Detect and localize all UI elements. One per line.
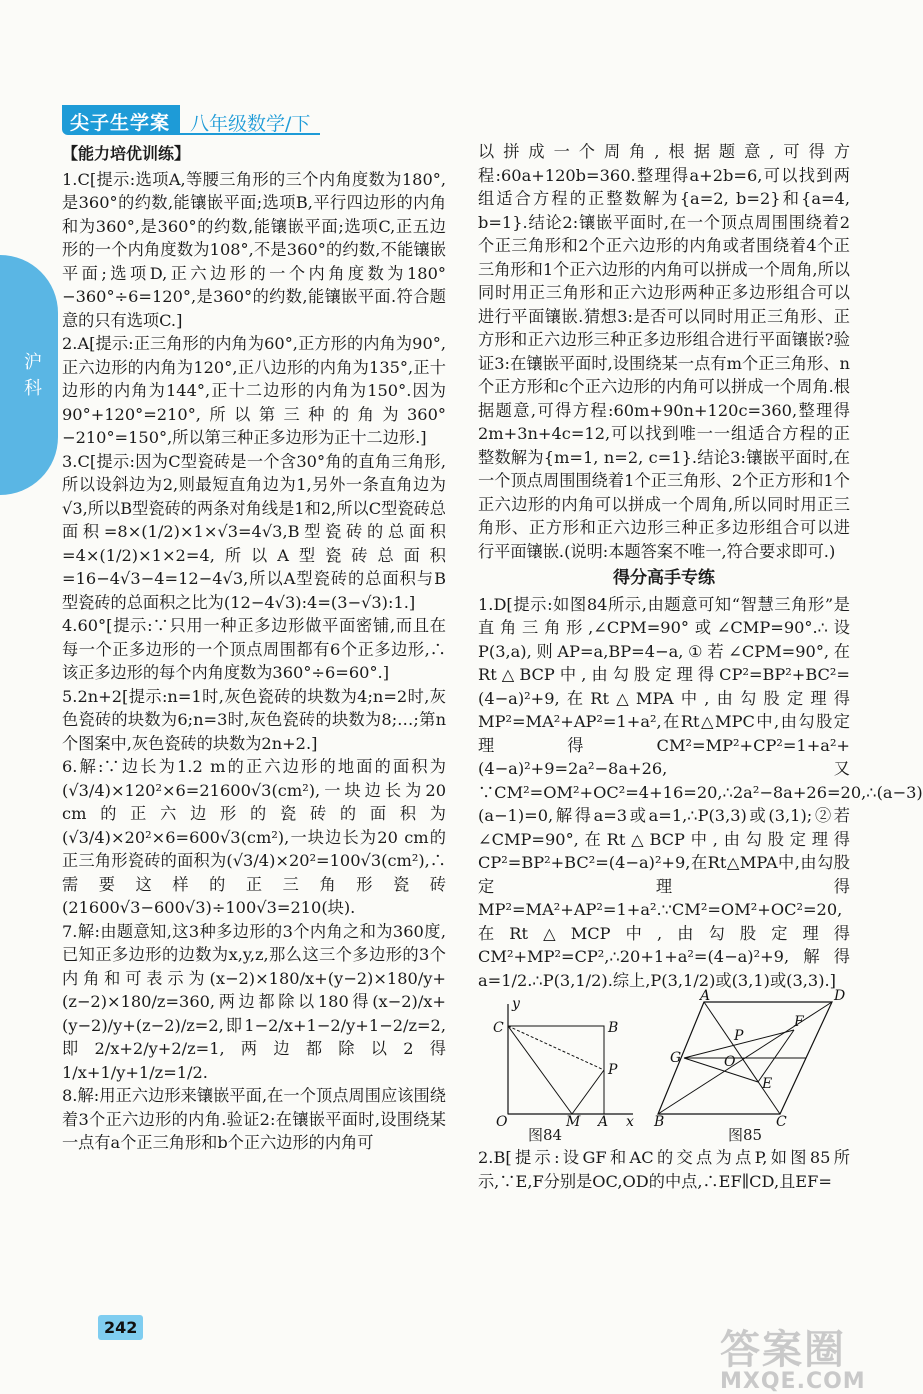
answer-4: 4.60°[提示:∵只用一种正多边形做平面密铺,而且在每一个正多边形的一个顶点周围都有6个正多边形,∴该正多边形的每个内角度数为360°÷6=60°.] (62, 616, 446, 682)
fig85-label-p: P (734, 1028, 744, 1044)
subject-title: 八年级数学/下 (180, 105, 320, 135)
figure-84-caption: 图84 (528, 1126, 563, 1144)
fig85-label-e: E (762, 1076, 773, 1092)
page-number: 242 (98, 1315, 143, 1340)
fig85-label-c: C (776, 1114, 787, 1130)
section-heading: 得分高手专练 (613, 568, 715, 588)
right-column (478, 140, 923, 1193)
fig84-label-o: O (496, 1114, 508, 1130)
side-tab-label: 沪科 (24, 352, 42, 399)
fig84-label-b: B (608, 1020, 619, 1036)
brand-title: 尖子生学案 (62, 105, 180, 135)
answer-8-continued: 以拼成一个周角,根据题意,可得方程:60a+120b=360.整理得a+2b=6,可以找到两组适合方程的正整数解为{a=2, b=2}和{a=4, b=1}.结论2:镶嵌平面时,在一个顶点周围围绕着2个正三角形和2个正六边形的内角或者围绕着4个正三角形和1个正六边形的内角可以拼成一个周角,所以同时用正三角形和正六边形两种正多边形组合可以进行平面镶嵌.猜想3:是否可以同时用正三角形、正方形和正六边形三种正多边形组合进行平面镶嵌?验证3:在镶嵌平面时,设围绕某一点有m个正三角形、n个正方形和c个正六边形的内角可以拼成一个周角.根据题意,可得方程:60m+90n+120c=360,整理得2m+3n+4c=12,可以找到唯一一组适合方程的正整数解为{m=1, n=2, c=1}.结论3:镶嵌平面时,在一个顶点周围围绕着1个正三角形、2个正方形和1个正六边形的内角可以拼成一个周角,所以同时用正三角形、正方形和正六边形三种正多边形组合可以进行平面镶嵌.(说明:本题答案不唯一,符合要求即可.) (478, 142, 850, 561)
figure-84 (488, 996, 638, 1130)
fig84-label-a: A (598, 1114, 609, 1130)
fig85-label-b: B (654, 1114, 665, 1130)
fig85-label-o: O (724, 1054, 736, 1070)
expert-answer-2: 2.B[提示:设GF和AC的交点为点P,如图85所示,∵E,F分别是OC,OD的中点,∴EF∥CD,且EF= (478, 1148, 850, 1191)
section-title: 【能力培优训练】 (62, 144, 191, 163)
left-column (62, 142, 446, 1155)
answer-8: 8.解:用正六边形来镶嵌平面,在一个顶点周围应该围绕着3个正六边形的内角.验证2:在镶嵌平面时,设围绕某一点有a个正三角形和b个正六边形的内角可 (62, 1086, 446, 1152)
figure-85 (654, 988, 846, 1130)
header-banner (62, 105, 320, 135)
watermark-text: 答案圈 (720, 1327, 846, 1373)
side-tab (0, 255, 58, 495)
answer-7: 7.解:由题意知,这3种多边形的3个内角之和为360度,已知正多边形的边数为x,y,z,那么这三个多边形的3个内角和可表示为(x−2)×180/x+(y−2)×180/y+(z−2)×180/z=360,两边都除以180得(x−2)/x+(y−2)/y+(z−2)/z=2,即1−2/x+1−2/y+1−2/z=2,即2/x+2/y+2/z=1,两边都除以2得1/x+1/y+1/z=1/2. (62, 921, 446, 1082)
answer-6: 6.解:∵边长为1.2 m的正六边形的地面的面积为(√3/4)×120²×6=21600√3(cm²),一块边长为20 cm的正六边形的瓷砖的面积为(√3/4)×20²×6=600√3(cm²),一块边长为20 cm的正三角形瓷砖的面积为(√3/4)×20²=100√3(cm²),∴需要这样的正三角形瓷砖(21600√3−600√3)÷100√3=210(块). (62, 757, 446, 917)
answer-5: 5.2n+2[提示:n=1时,灰色瓷砖的块数为4;n=2时,灰色瓷砖的块数为6;n=3时,灰色瓷砖的块数为8;…;第n个图案中,灰色瓷砖的块数为2n+2.] (62, 686, 446, 753)
fig85-label-a: A (700, 988, 711, 1004)
watermark (720, 1318, 866, 1394)
fig84-label-p: P (608, 1062, 618, 1078)
fig85-label-f: F (794, 1014, 804, 1030)
fig84-label-x: x (626, 1114, 634, 1130)
answer-2: 2.A[提示:正三角形的内角为60°,正方形的内角为90°,正六边形的内角为120°,正八边形的内角为135°,正十边形的内角为144°,正十二边形的内角为150°.因为90°+120°=210°,所以第三种的角为360°−210°=150°,所以第三种正多边形为正十二边形.] (62, 334, 446, 447)
answer-1: 1.C[提示:选项A,等腰三角形的三个内角度数为180°,是360°的约数,能镶嵌平面;选项B,平行四边形的内角和为360°,是360°的约数,能镶嵌平面;选项C,正五边形的一个内角度数为108°,不是360°的约数,不能镶嵌平面;选项D,正六边形的一个内角度数为180°−360°÷6=120°,是360°的约数,能镶嵌平面.符合题意的只有选项C.] (62, 169, 446, 330)
answer-3: 3.C[提示:因为C型瓷砖是一个含30°角的直角三角形,所以设斜边为2,则最短直角边为1,另外一条直角边为√3,所以B型瓷砖的两条对角线是1和2,所以C型瓷砖总面积=8×(1/2)×1×√3=4√3,B型瓷砖的总面积=4×(1/2)×1×2=4,所以A型瓷砖总面积=16−4√3−4=12−4√3,所以A型瓷砖的总面积与B型瓷砖的总面积之比为(12−4√3):4=(3−√3):1.] (62, 451, 446, 612)
watermark-url: MXQE.COM (720, 1369, 866, 1394)
fig84-label-y: y (512, 996, 520, 1012)
fig85-label-g: G (670, 1050, 682, 1066)
expert-answer-1: 1.D[提示:如图84所示,由题意可知“智慧三角形”是直角三角形,∠CPM=90°或∠CMP=90°.∴设P(3,a),则AP=a,BP=4−a,①若∠CPM=90°,在Rt△BCP中,由勾股定理得CP²=BP²+BC²=(4−a)²+9,在Rt△MPA中,由勾股定理得MP²=MA²+AP²=1+a²,在Rt△MPC中,由勾股定理得CM²=MP²+CP²=1+a²+(4−a)²+9=2a²−8a+26,又∵CM²=OM²+OC²=4+16=20,∴2a²−8a+26=20,∴(a−3)(a−1)=0,解得a=3或a=1,∴P(3,3)或(3,1);②若∠CMP=90°,在Rt△BCP中,由勾股定理得CP²=BP²+BC²=(4−a)²+9,在Rt△MPA中,由勾股定理得MP²=MA²+AP²=1+a².∵CM²=OM²+OC²=20,在Rt△MCP中,由勾股定理得CM²+MP²=CP²,∴20+1+a²=(4−a)²+9,解得a=1/2.∴P(3,1/2).综上,P(3,1/2)或(3,1)或(3,3).] (478, 594, 923, 990)
fig84-label-m: M (566, 1114, 581, 1130)
fig85-label-d: D (834, 988, 846, 1004)
figure-85-caption: 图85 (728, 1126, 763, 1144)
figures (478, 988, 850, 1144)
fig84-label-c: C (493, 1020, 504, 1036)
